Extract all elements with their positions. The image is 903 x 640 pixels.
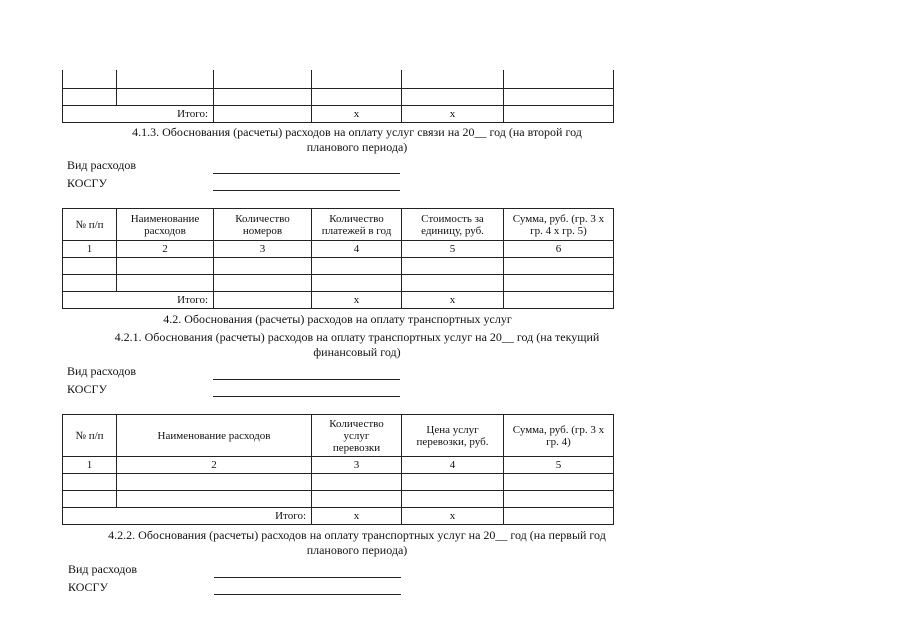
- section-title-line: 4.2.2. Обоснования (расчеты) расходов на оплату транспортных услуг на 20__ год (на первый год: [108, 528, 606, 542]
- column-number: 6: [504, 241, 614, 258]
- kosgu-field[interactable]: [214, 594, 401, 595]
- kosgu-label: КОСГУ: [68, 580, 108, 594]
- table-row: [63, 88, 614, 105]
- section-title-4-2-2: [62, 528, 652, 558]
- x-mark: x: [402, 105, 504, 122]
- section-title-line: финансовый год): [313, 345, 401, 359]
- column-header: Сумма, руб. (гр. 3 х гр. 4): [504, 415, 614, 457]
- section-title-line: 4.1.3. Обоснования (расчеты) расходов на оплату услуг связи на 20__ год (на второй год: [132, 125, 582, 139]
- column-header: Количество номеров: [214, 209, 312, 241]
- column-number: 4: [312, 241, 402, 258]
- column-number: 5: [504, 457, 614, 474]
- section-title-4-2-1: [62, 330, 652, 360]
- column-number: 2: [117, 241, 214, 258]
- table-4-2-1: [62, 414, 614, 525]
- column-header: Количество платежей в год: [312, 209, 402, 241]
- vid-raskhodov-field[interactable]: [214, 577, 401, 578]
- total-row: [63, 105, 614, 122]
- x-mark: x: [312, 105, 402, 122]
- column-number: 1: [63, 457, 117, 474]
- column-header: № п/п: [63, 209, 117, 241]
- x-mark: x: [402, 292, 504, 309]
- table-row: [63, 258, 614, 275]
- table-row: [63, 70, 614, 88]
- column-number-row: [63, 241, 614, 258]
- header-row: [63, 209, 614, 241]
- total-label: Итого:: [63, 508, 312, 525]
- kosgu-field[interactable]: [213, 396, 400, 397]
- kosgu-label: КОСГУ: [67, 382, 107, 396]
- column-header: № п/п: [63, 415, 117, 457]
- table-row: [63, 275, 614, 292]
- total-row: [63, 292, 614, 309]
- column-header: Количество услуг перевозки: [312, 415, 402, 457]
- section-title-line: планового периода): [306, 543, 408, 557]
- section-title-4-2: 4.2. Обоснования (расчеты) расходов на оплату транспортных услуг: [163, 312, 512, 326]
- table-row: [63, 491, 614, 508]
- header-row: [63, 415, 614, 457]
- vid-raskhodov-field[interactable]: [213, 379, 400, 380]
- section-title-4-1-3: [62, 125, 652, 155]
- kosgu-label: КОСГУ: [67, 176, 107, 190]
- column-header: Наименование расходов: [117, 209, 214, 241]
- x-mark: x: [402, 508, 504, 525]
- x-mark: x: [312, 292, 402, 309]
- column-number: 1: [63, 241, 117, 258]
- column-header: Стоимость за единицу, руб.: [402, 209, 504, 241]
- vid-raskhodov-label: Вид расходов: [67, 364, 136, 378]
- total-row: [63, 508, 614, 525]
- total-label: Итого:: [63, 292, 214, 309]
- x-mark: x: [312, 508, 402, 525]
- column-number: 2: [117, 457, 312, 474]
- vid-raskhodov-label: Вид расходов: [68, 562, 137, 576]
- table-4-1-3: [62, 208, 614, 309]
- section-title-line: планового периода): [306, 140, 408, 154]
- column-header: Сумма, руб. (гр. 3 х гр. 4 х гр. 5): [504, 209, 614, 241]
- column-number: 3: [312, 457, 402, 474]
- column-number: 3: [214, 241, 312, 258]
- section-title-line: 4.2.1. Обоснования (расчеты) расходов на оплату транспортных услуг на 20__ год (на текущий: [114, 330, 600, 344]
- column-number: 4: [402, 457, 504, 474]
- vid-raskhodov-field[interactable]: [213, 173, 400, 174]
- vid-raskhodov-label: Вид расходов: [67, 158, 136, 172]
- prev-section-table: [62, 70, 614, 123]
- table-row: [63, 474, 614, 491]
- column-number-row: [63, 457, 614, 474]
- column-number: 5: [402, 241, 504, 258]
- column-header: Наименование расходов: [117, 415, 312, 457]
- column-header: Цена услуг перевозки, руб.: [402, 415, 504, 457]
- total-label: Итого:: [63, 105, 214, 122]
- kosgu-field[interactable]: [213, 190, 400, 191]
